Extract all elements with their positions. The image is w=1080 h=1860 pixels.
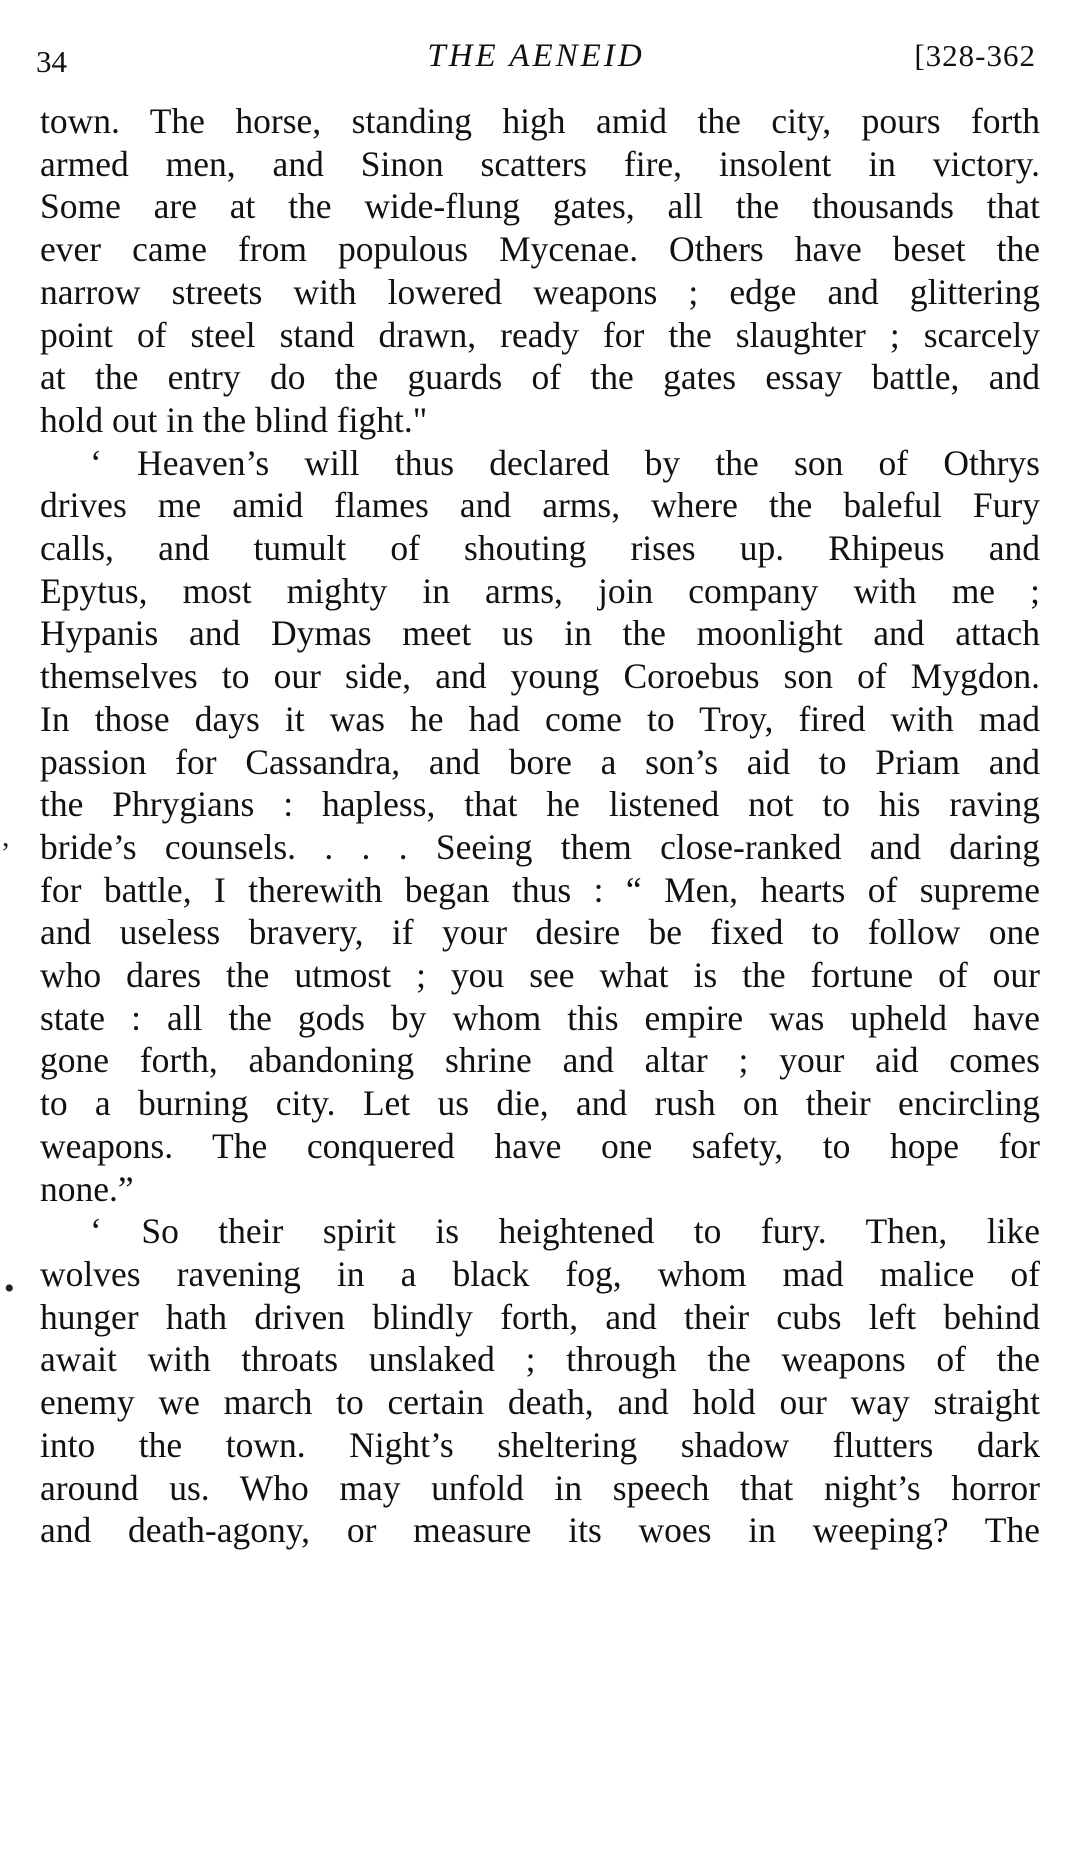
text-line: weapons. The conquered have one safety, to hope for xyxy=(40,1125,1040,1166)
text-line: In those days it was he had come to Troy, fired with mad xyxy=(40,698,1040,739)
text-line: around us. Who may unfold in speech that night’s horror xyxy=(40,1467,1040,1508)
margin-mark: , xyxy=(2,820,10,853)
text-line: state : all the gods by whom this empire was upheld have xyxy=(40,997,1040,1038)
text-line: hold out in the blind fight." xyxy=(40,399,428,440)
text-line: gone forth, abandoning shrine and altar ; your aid comes xyxy=(40,1040,1040,1081)
text-line: await with throats unslaked ; through the weapons of the xyxy=(40,1339,1040,1380)
text-line: Epytus, most mighty in arms, join company with me ; xyxy=(40,570,1040,611)
text-line: drives me amid flames and arms, where the baleful Fury xyxy=(40,485,1040,526)
text-line: armed men, and Sinon scatters fire, insolent in victory. xyxy=(40,143,1040,184)
text-line: at the entry do the guards of the gates essay battle, and xyxy=(40,357,1040,398)
text-line: none.” xyxy=(40,1168,134,1209)
text-line: bride’s counsels. . . . Seeing them close-ranked and daring xyxy=(40,826,1040,867)
text-line: enemy we march to certain death, and hold our way straight xyxy=(40,1382,1040,1423)
paragraph xyxy=(40,442,1040,1211)
text-line: to a burning city. Let us die, and rush on their encircling xyxy=(40,1083,1040,1124)
text-line: themselves to our side, and young Coroebus son of Mygdon. xyxy=(40,656,1040,697)
text-line: and death-agony, or measure its woes in weeping? The xyxy=(40,1510,1040,1551)
text-line: ‘ Heaven’s will thus declared by the son of Othrys xyxy=(90,442,1040,483)
text-line: the Phrygians : hapless, that he listened not to his raving xyxy=(40,784,1040,825)
text-line: town. The horse, standing high amid the city, pours forth xyxy=(40,101,1040,141)
text-line: passion for Cassandra, and bore a son’s aid to Priam and xyxy=(40,741,1040,782)
running-title: THE AENEID xyxy=(427,38,645,74)
text-line: for battle, I therewith began thus : “ Men, hearts of supreme xyxy=(40,869,1040,910)
text-line: point of steel stand drawn, ready for the slaughter ; scarcely xyxy=(40,314,1040,355)
body-text xyxy=(40,100,1040,1552)
line-range: [328-362 xyxy=(914,38,1036,73)
paragraph xyxy=(40,100,1040,442)
page-header xyxy=(36,38,1036,98)
paragraph xyxy=(40,1210,1040,1552)
text-line: ‘ So their spirit is heightened to fury. Then, like xyxy=(90,1211,1040,1252)
text-line: ever came from populous Mycenae. Others have beset the xyxy=(40,229,1040,270)
text-line: Some are at the wide-flung gates, all the thousands that xyxy=(40,186,1040,227)
text-line: wolves ravening in a black fog, whom mad malice of xyxy=(40,1253,1040,1294)
text-line: into the town. Night’s sheltering shadow flutters dark xyxy=(40,1424,1040,1465)
text-line: calls, and tumult of shouting rises up. Rhipeus and xyxy=(40,528,1040,569)
margin-mark: • xyxy=(4,1272,15,1305)
text-line: hunger hath driven blindly forth, and their cubs left behind xyxy=(40,1296,1040,1337)
text-line: narrow streets with lowered weapons ; edge and glittering xyxy=(40,271,1040,312)
text-line: and useless bravery, if your desire be fixed to follow one xyxy=(40,912,1040,953)
text-line: Hypanis and Dymas meet us in the moonlight and attach xyxy=(40,613,1040,654)
text-line: who dares the utmost ; you see what is the fortune of our xyxy=(40,955,1040,996)
page-number: 34 xyxy=(36,44,67,79)
